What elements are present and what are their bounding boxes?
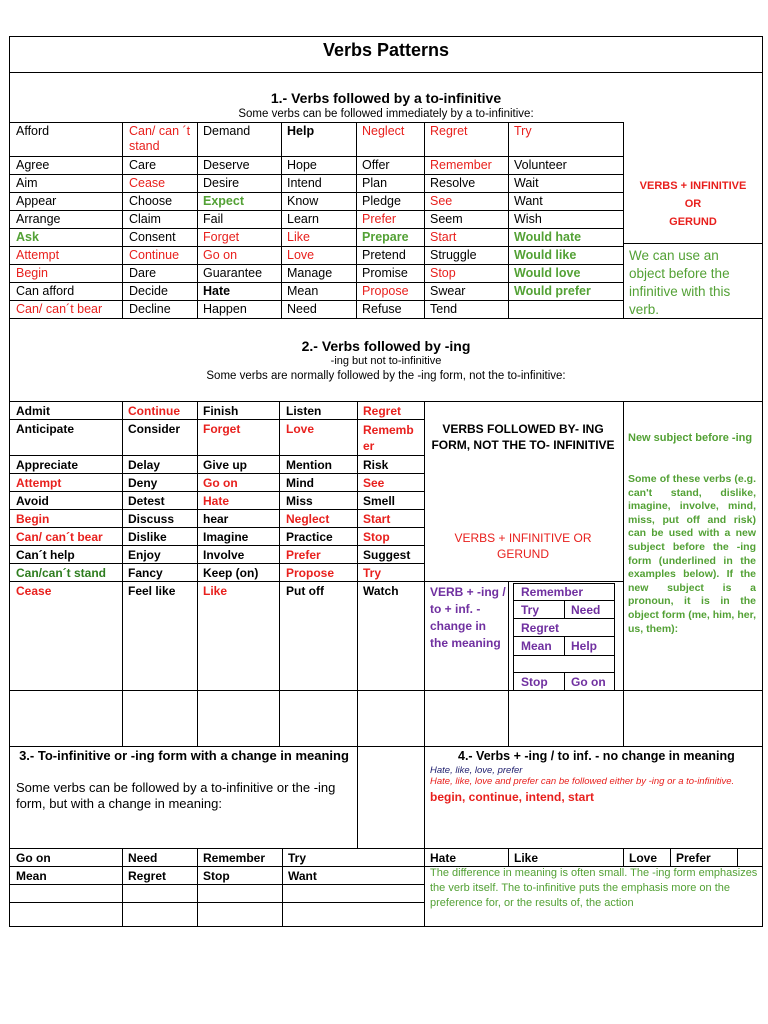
list-item: Go on: [16, 851, 51, 865]
list-item: Wait: [514, 176, 539, 190]
list-item: Delay: [128, 458, 161, 472]
ing-box-title: VERBS FOLLOWED BY- ING FORM, NOT THE TO- INFINITIVE: [431, 422, 615, 452]
list-item: Deny: [128, 476, 158, 490]
list-item: Can/ can´t bear: [16, 530, 103, 544]
list-item: Cease: [129, 176, 166, 190]
list-item: Discuss: [128, 512, 175, 526]
list-item: Neglect: [286, 512, 330, 526]
list-item: Tend: [430, 302, 458, 316]
list-item: Fail: [203, 212, 224, 226]
list-item: Put off: [286, 584, 324, 598]
list-item: Avoid: [16, 494, 49, 508]
section-1-side-note: We can use an object before the infinitive with this verb.: [629, 248, 731, 317]
side-label-line: GERUND: [669, 216, 717, 228]
list-item: Hate: [430, 851, 457, 865]
list-item: Stop: [203, 869, 230, 883]
list-item: Fancy: [128, 566, 163, 580]
list-item: Afford: [16, 124, 50, 138]
list-item: Continue: [128, 404, 180, 418]
section-1-side-label: [623, 177, 763, 231]
list-item: Anticipate: [16, 422, 75, 436]
list-item: Want: [514, 194, 543, 208]
list-item: Dare: [129, 266, 157, 280]
list-item: Agree: [16, 158, 50, 172]
list-item: See: [430, 194, 453, 208]
side-label-line: OR: [684, 198, 702, 210]
list-item: Remember: [203, 851, 266, 865]
section-1-subheading: Some verbs can be followed immediately by a to-infinitive:: [238, 108, 534, 120]
list-item: Need: [128, 851, 158, 865]
list-item: Love: [286, 422, 315, 436]
list-item: Mean: [16, 869, 47, 883]
list-item: Love: [629, 851, 658, 865]
section-2-heading: 2.- Verbs followed by -ing: [301, 338, 471, 354]
list-item: Dislike: [128, 530, 167, 544]
list-item: Resolve: [430, 176, 476, 190]
list-item: Go on: [203, 248, 238, 262]
list-item: Keep (on): [203, 566, 259, 580]
list-item: Promise: [362, 266, 408, 280]
list-item: Seem: [430, 212, 463, 226]
list-item: Hope: [287, 158, 317, 172]
list-item: Deserve: [203, 158, 250, 172]
list-item: Cease: [16, 584, 52, 598]
list-item: Mean: [521, 639, 552, 653]
list-item: Help: [571, 639, 598, 653]
list-item: hear: [203, 512, 229, 526]
list-item: Like: [287, 230, 310, 244]
list-item: Start: [430, 230, 457, 244]
list-item: Regret: [363, 404, 402, 418]
list-item: Try: [363, 566, 382, 580]
list-item: Forget: [203, 230, 240, 244]
list-item: Propose: [362, 284, 409, 298]
list-item: Try: [288, 851, 307, 865]
list-item: Struggle: [430, 248, 477, 262]
list-item: Appreciate: [16, 458, 79, 472]
list-item: Would like: [514, 248, 577, 262]
list-item: Miss: [286, 494, 313, 508]
list-item: Arrange: [16, 212, 61, 226]
list-item: Offer: [362, 158, 390, 172]
list-item: Like: [514, 851, 539, 865]
section-4-line3: begin, continue, intend, start: [430, 790, 595, 804]
list-item: Can afford: [16, 284, 75, 298]
list-item: Claim: [129, 212, 161, 226]
list-item: Would prefer: [514, 284, 591, 298]
list-item: Decide: [129, 284, 168, 298]
list-item: Remember: [521, 585, 584, 599]
list-item: Finish: [203, 404, 239, 418]
list-item: Can/ can´t bear: [16, 302, 103, 316]
list-item: Refuse: [362, 302, 402, 316]
list-item: Involve: [203, 548, 245, 562]
list-item: Happen: [203, 302, 247, 316]
list-item: Prefer: [286, 548, 321, 562]
list-item: Intend: [287, 176, 322, 190]
list-item: Need: [287, 302, 317, 316]
list-item: Mention: [286, 458, 332, 472]
list-item: Imagine: [203, 530, 249, 544]
list-item: Hate: [203, 284, 231, 298]
list-item: Desire: [203, 176, 240, 190]
section-4-heading: 4.- Verbs + -ing / to inf. - no change in meaning: [458, 749, 735, 763]
section-4-line2: Hate, like, love and prefer can be followed either by -ing or a to-infinitive.: [430, 776, 735, 787]
list-item: Neglect: [362, 124, 405, 138]
side-label-line: VERBS + INFINITIVE: [639, 180, 747, 192]
list-item: Choose: [129, 194, 173, 208]
list-item: Go on: [571, 675, 606, 689]
list-item: Help: [287, 124, 315, 138]
section-1-heading: 1.- Verbs followed by a to-infinitive: [270, 90, 502, 106]
list-item: Know: [287, 194, 319, 208]
list-item: Prefer: [362, 212, 397, 226]
list-item: Can/ can ´t stand: [129, 124, 191, 153]
list-item: Consider: [128, 422, 181, 436]
list-item: Plan: [362, 176, 388, 190]
list-item: Learn: [287, 212, 319, 226]
list-item: Volunteer: [514, 158, 567, 172]
list-item: Pretend: [362, 248, 406, 262]
section-3-text: Some verbs can be followed by a to-infinitive or the -ing form, but with a change in meaning:: [16, 780, 336, 811]
list-item: Smell: [363, 494, 396, 508]
section-2-sub2: Some verbs are normally followed by the -ing form, not the to-infinitive:: [206, 370, 566, 382]
list-item: Remember: [363, 423, 414, 453]
list-item: Aim: [16, 176, 38, 190]
ing-box-label: VERBS + INFINITIVE OR GERUND: [454, 531, 592, 561]
list-item: Admit: [16, 404, 50, 418]
list-item: Swear: [430, 284, 466, 298]
list-item: Mean: [287, 284, 319, 298]
list-item: Wish: [514, 212, 542, 226]
list-item: Ask: [16, 230, 39, 244]
list-item: Consent: [129, 230, 176, 244]
list-item: Remember: [430, 158, 492, 172]
list-item: Start: [363, 512, 391, 526]
new-subject-title: New subject before -ing: [628, 432, 753, 444]
list-item: Guarantee: [203, 266, 263, 280]
list-item: Stop: [521, 675, 548, 689]
list-item: Prepare: [362, 230, 409, 244]
list-item: Continue: [129, 248, 180, 262]
list-item: Attempt: [16, 248, 60, 262]
list-item: See: [363, 476, 385, 490]
list-item: Stop: [363, 530, 390, 544]
list-item: Can/can´t stand: [16, 566, 107, 580]
list-item: Can´t help: [16, 548, 75, 562]
section-3-heading: 3.- To-infinitive or -ing form with a change in meaning: [19, 748, 349, 763]
list-item: Expect: [203, 194, 244, 208]
list-item: Stop: [430, 266, 456, 280]
list-item: Would love: [514, 266, 581, 280]
list-item: Begin: [16, 266, 48, 280]
list-item: Try: [514, 124, 532, 138]
list-item: Practice: [286, 530, 333, 544]
list-item: Pledge: [362, 194, 401, 208]
list-item: Mind: [286, 476, 314, 490]
list-item: Suggest: [363, 548, 411, 562]
list-item: Attempt: [16, 476, 62, 490]
list-item: Propose: [286, 566, 335, 580]
list-item: Regret: [128, 869, 167, 883]
section-4-note: The difference in meaning is often small. The -ing form emphasizes the verb itself. The to-infinitive puts the emphasis more on the preference for, or the results of, the action: [430, 867, 758, 909]
list-item: Manage: [287, 266, 333, 280]
list-item: Like: [203, 584, 228, 598]
list-item: Detest: [128, 494, 165, 508]
list-item: Go on: [203, 476, 238, 490]
list-item: Feel like: [128, 584, 176, 598]
list-item: Need: [571, 603, 601, 617]
list-item: Appear: [16, 194, 57, 208]
list-item: Listen: [286, 404, 322, 418]
list-item: Prefer: [676, 851, 711, 865]
list-item: Give up: [203, 458, 248, 472]
list-item: Decline: [129, 302, 171, 316]
list-item: Forget: [203, 422, 241, 436]
list-item: Care: [129, 158, 157, 172]
list-item: Regret: [430, 124, 468, 138]
page-title: Verbs Patterns: [322, 40, 450, 60]
list-item: Regret: [521, 621, 560, 635]
list-item: Begin: [16, 512, 50, 526]
list-item: Enjoy: [128, 548, 161, 562]
list-item: Try: [521, 603, 540, 617]
section-2-sub1: -ing but not to-infinitive: [330, 355, 442, 367]
list-item: Risk: [363, 458, 389, 472]
list-item: Watch: [363, 584, 399, 598]
list-item: Love: [287, 248, 315, 262]
new-subject-text: Some of these verbs (e.g. can't stand, dislike, imagine, involve, mind, miss, put off and risk) can be used with a new subject before the -ing form (underlined in the examples below). If the new subject is a pronoun, it is in the object form (me, him, her, us, them):: [628, 473, 756, 635]
change-meaning-label: VERB + -ing / to + inf. -change in the meaning: [430, 585, 506, 650]
list-item: Demand: [203, 124, 251, 138]
section-4-line1: Hate, like, love, prefer: [430, 765, 523, 776]
list-item: Would hate: [514, 230, 582, 244]
list-item: Hate: [203, 494, 230, 508]
list-item: Want: [288, 869, 317, 883]
